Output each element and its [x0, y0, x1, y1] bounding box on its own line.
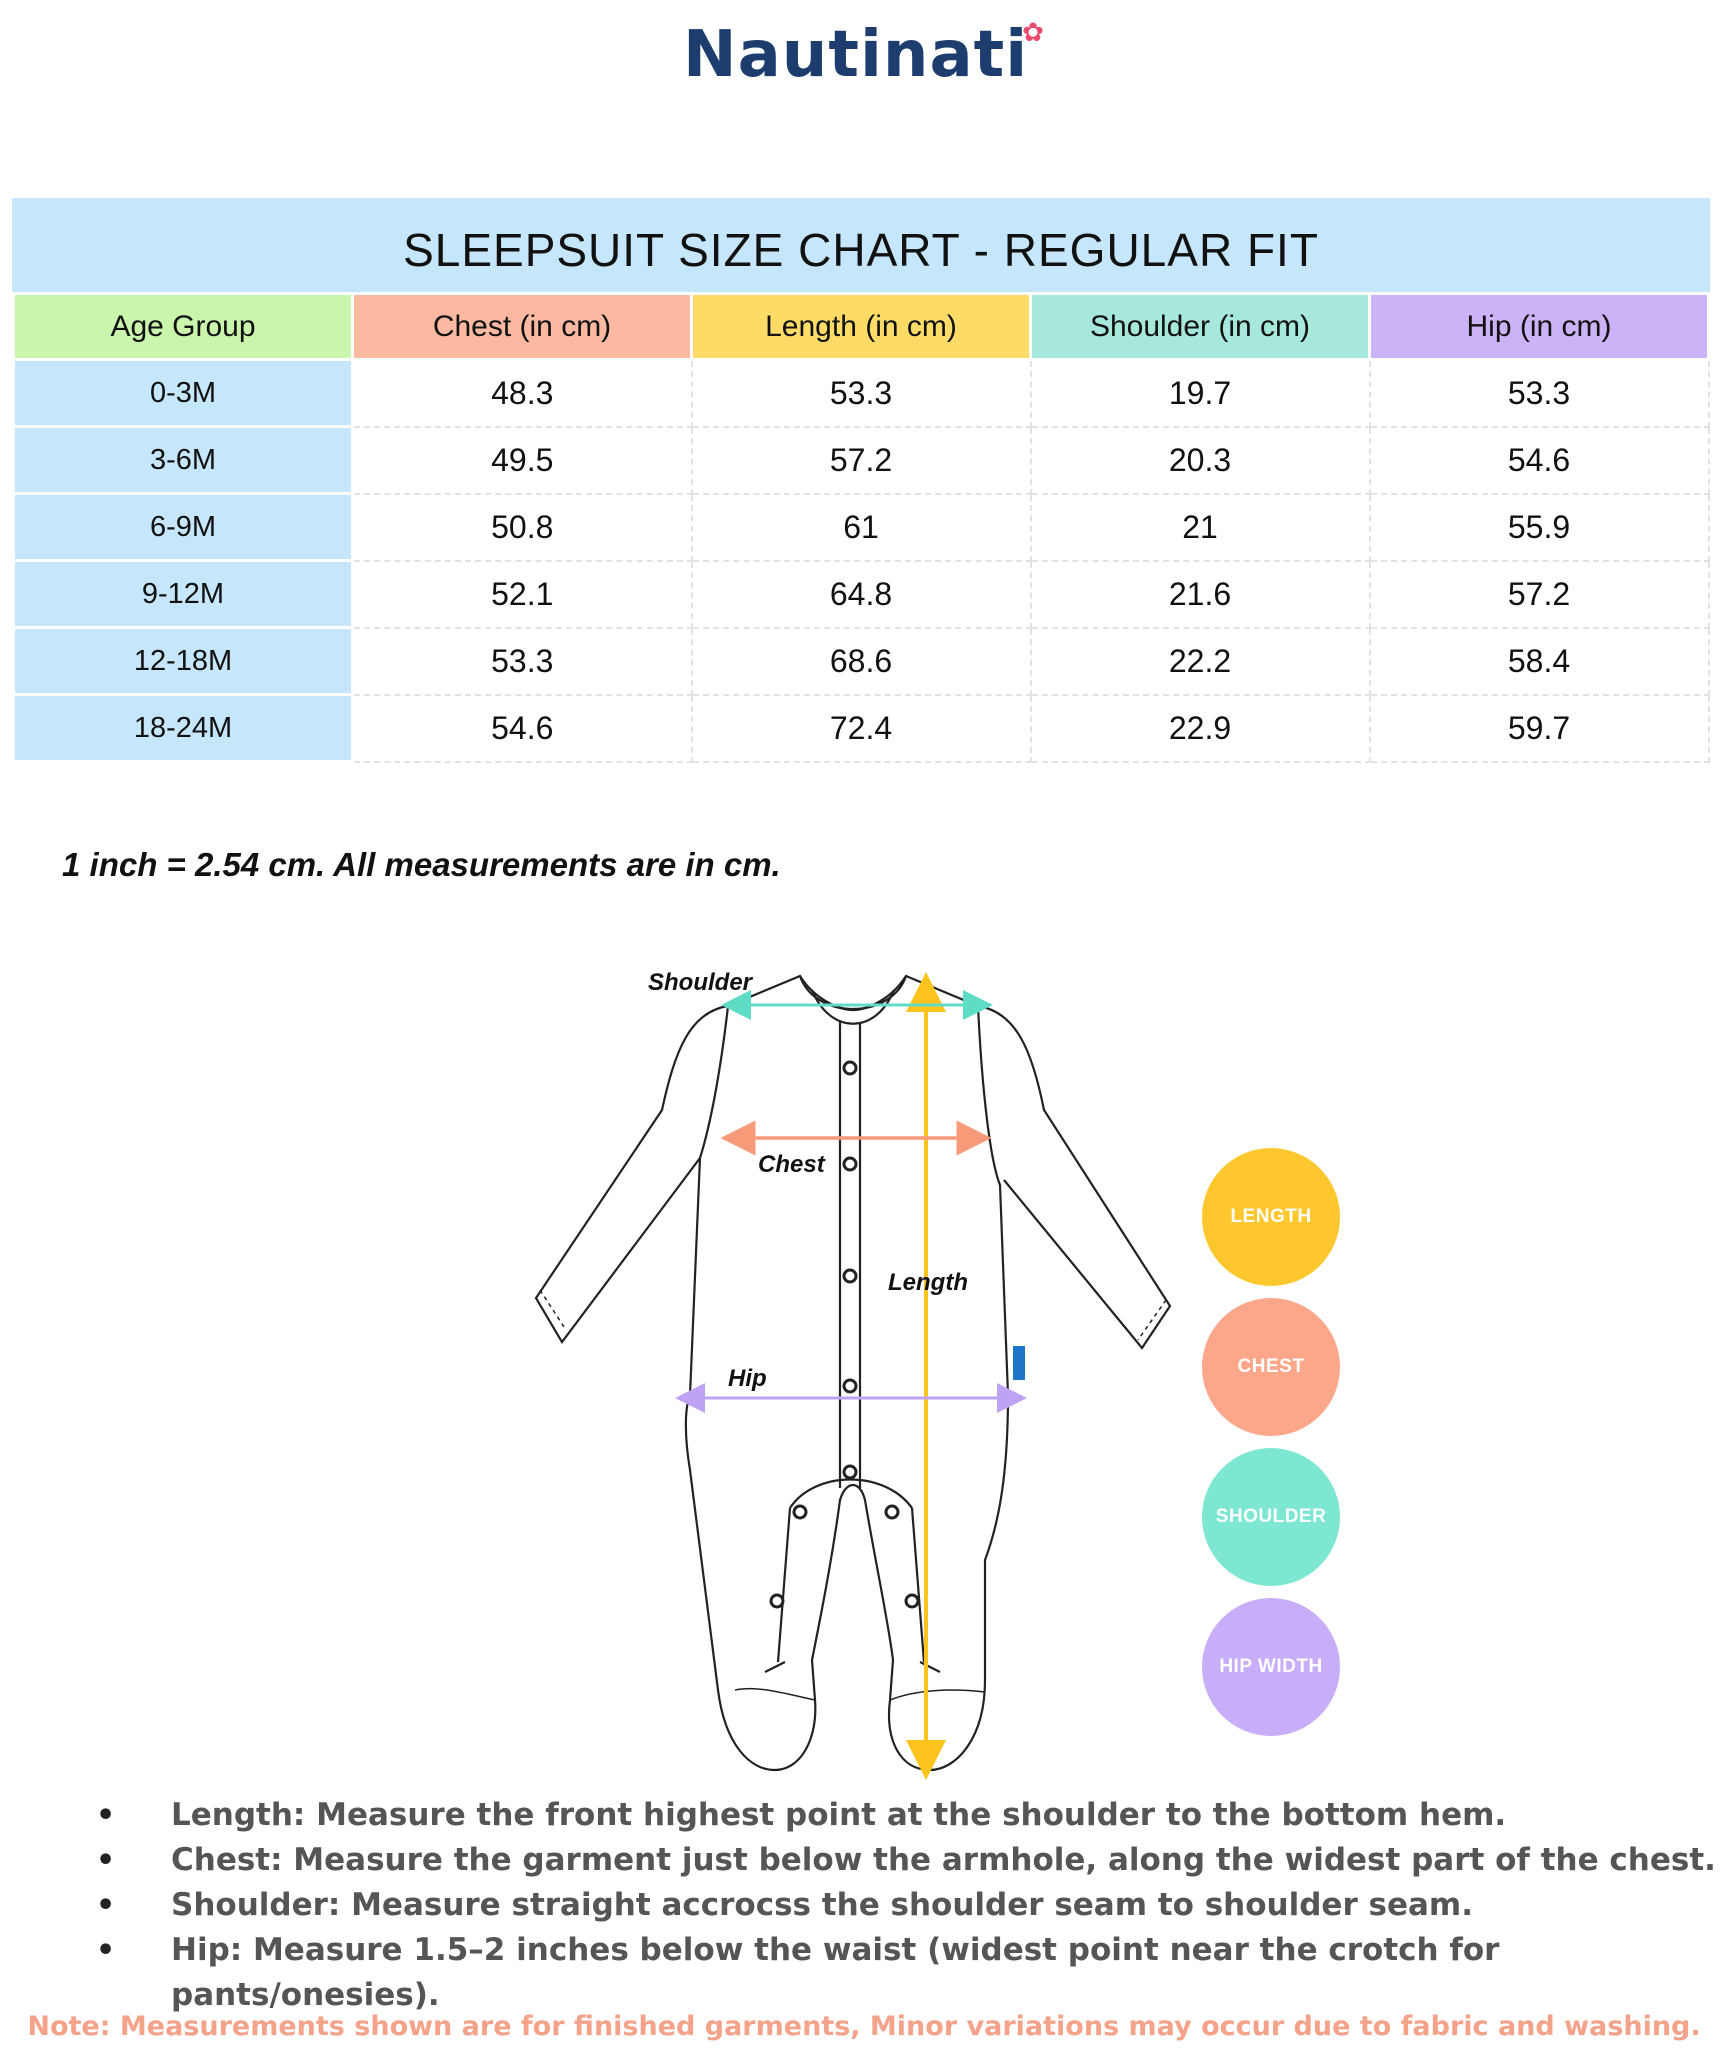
cell-shoulder: 22.2 — [1031, 628, 1370, 695]
cell-length: 64.8 — [692, 561, 1031, 628]
legend-hip-width: HIP WIDTH — [1202, 1598, 1340, 1736]
length-label: Length — [888, 1269, 968, 1296]
measurement-instructions — [96, 1793, 1728, 2013]
cell-age: 18-24M — [14, 695, 353, 762]
instruction-hip: Hip: Measure 1.5–2 inches below the waist (widest point near the crotch for pants/onesies). — [171, 1932, 1500, 2013]
header-chest: Chest (in cm) — [353, 294, 692, 360]
list-item — [96, 1883, 1728, 1928]
instruction-shoulder: Shoulder: Measure straight accrocss the shoulder seam to shoulder seam. — [171, 1887, 1473, 1923]
sleepsuit-outline — [536, 976, 1170, 1770]
cell-length: 57.2 — [692, 427, 1031, 494]
cell-hip: 58.4 — [1370, 628, 1709, 695]
header-length: Length (in cm) — [692, 294, 1031, 360]
cell-length: 68.6 — [692, 628, 1031, 695]
shoulder-label: Shoulder — [648, 969, 753, 996]
cell-shoulder: 21.6 — [1031, 561, 1370, 628]
bullet-icon: • — [96, 1933, 116, 1968]
cell-chest: 49.5 — [353, 427, 692, 494]
footnote: Note: Measurements shown are for finished garments, Minor variations may occur due to fabric and washing. — [27, 2011, 1701, 2042]
legend-chest: CHEST — [1202, 1298, 1340, 1436]
cell-chest: 52.1 — [353, 561, 692, 628]
chest-label: Chest — [758, 1151, 825, 1178]
list-item — [96, 1793, 1728, 1838]
cell-age: 9-12M — [14, 561, 353, 628]
bullet-icon: • — [96, 1843, 116, 1878]
list-item — [96, 1928, 1728, 2013]
cell-hip: 54.6 — [1370, 427, 1709, 494]
cell-hip: 57.2 — [1370, 561, 1709, 628]
cell-hip: 59.7 — [1370, 695, 1709, 762]
instruction-chest: Chest: Measure the garment just below the armhole, along the widest part of the chest. — [171, 1842, 1716, 1878]
cell-shoulder: 19.7 — [1031, 360, 1370, 427]
bullet-icon: • — [96, 1798, 116, 1833]
brand-tag-icon — [1013, 1346, 1025, 1380]
header-shoulder: Shoulder (in cm) — [1031, 294, 1370, 360]
cell-length: 61 — [692, 494, 1031, 561]
cell-hip: 53.3 — [1370, 360, 1709, 427]
cell-chest: 53.3 — [353, 628, 692, 695]
header-age-group: Age Group — [14, 294, 353, 360]
cell-shoulder: 21 — [1031, 494, 1370, 561]
cell-age: 0-3M — [14, 360, 353, 427]
legend-length: LENGTH — [1202, 1148, 1340, 1286]
cell-age: 12-18M — [14, 628, 353, 695]
cell-length: 72.4 — [692, 695, 1031, 762]
header-hip: Hip (in cm) — [1370, 294, 1709, 360]
brand-name: Nautinati — [683, 18, 1029, 92]
cell-hip: 55.9 — [1370, 494, 1709, 561]
legend-shoulder: SHOULDER — [1202, 1448, 1340, 1586]
cell-chest: 48.3 — [353, 360, 692, 427]
conversion-note: 1 inch = 2.54 cm. All measurements are in cm. — [62, 846, 781, 883]
cell-shoulder: 20.3 — [1031, 427, 1370, 494]
cell-shoulder: 22.9 — [1031, 695, 1370, 762]
instruction-length: Length: Measure the front highest point at the shoulder to the bottom hem. — [171, 1797, 1507, 1833]
cell-chest: 54.6 — [353, 695, 692, 762]
cell-age: 3-6M — [14, 427, 353, 494]
chart-title: SLEEPSUIT SIZE CHART - REGULAR FIT — [12, 198, 1710, 292]
paw-icon: ✿ — [1022, 18, 1045, 48]
snap-buttons — [771, 1062, 918, 1607]
list-item — [96, 1838, 1728, 1883]
cell-age: 6-9M — [14, 494, 353, 561]
cell-chest: 50.8 — [353, 494, 692, 561]
hip-label: Hip — [728, 1365, 767, 1392]
bullet-icon: • — [96, 1888, 116, 1923]
cell-length: 53.3 — [692, 360, 1031, 427]
